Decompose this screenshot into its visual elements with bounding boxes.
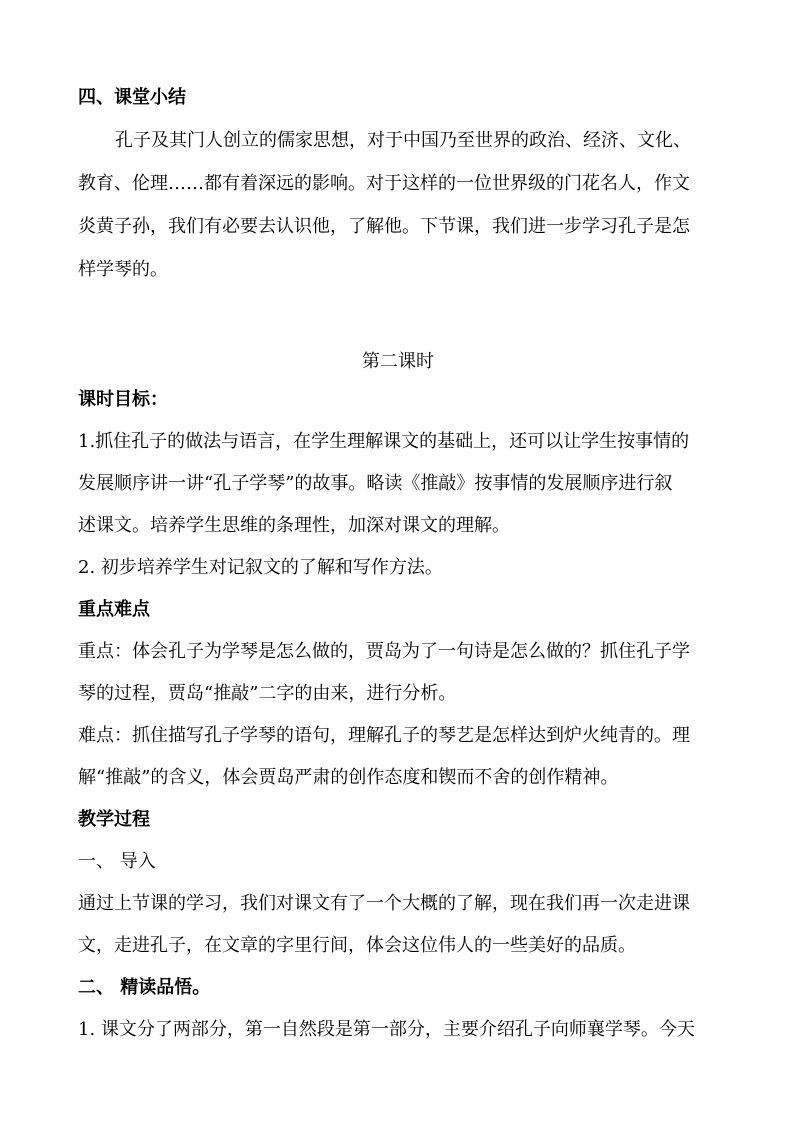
goal-line: 1.抓住孔子的做法与语言，在学生理解课文的基础上，还可以让学生按事情的 xyxy=(78,431,690,452)
difficult-point-line: 解“推敲”的含义，体会贾岛严肃的创作态度和锲而不舍的创作精神。 xyxy=(78,767,619,788)
key-point-line: 重点：体会孔子为学琴是怎么做的，贾岛为了一句诗是怎么做的？抓住孔子学 xyxy=(78,641,690,662)
section-heading-summary: 四、课堂小结 xyxy=(78,87,186,108)
summary-paragraph-line: 孔子及其门人创立的儒家思想，对于中国乃至世界的政治、经济、文化、 xyxy=(115,130,691,151)
document-page xyxy=(78,84,718,1044)
summary-paragraph-line: 教育、伦理……都有着深远的影响。对于这样的一位世界级的门花名人，作文 xyxy=(78,173,690,194)
difficult-point-line: 难点：抓住描写孔子学琴的语句，理解孔子的琴艺是怎样达到炉火纯青的。理 xyxy=(78,725,690,746)
goal-line: 述课文。培养学生思维的条理性，加深对课文的理解。 xyxy=(78,515,510,536)
section-heading-goals: 课时目标： xyxy=(78,389,168,410)
lesson-title: 第二课时 xyxy=(362,351,434,372)
close-reading-line: 1. 课文分了两部分，第一自然段是第一部分，主要介绍孔子向师襄学琴。今天 xyxy=(78,1019,695,1040)
key-point-line: 琴的过程，贾岛“推敲”二字的由来，进行分析。 xyxy=(78,683,457,704)
goal-line: 发展顺序讲一讲“孔子学琴”的故事。略读《推敲》按事情的发展顺序进行叙 xyxy=(78,473,673,494)
step-heading-intro: 一、 导入 xyxy=(78,851,156,872)
intro-line: 通过上节课的学习，我们对课文有了一个大概的了解，现在我们再一次走进课 xyxy=(78,893,690,914)
section-heading-key-points: 重点难点 xyxy=(78,599,150,620)
intro-line: 文，走进孔子，在文章的字里行间，体会这位伟人的一些美好的品质。 xyxy=(78,935,636,956)
summary-paragraph-line: 样学琴的。 xyxy=(78,259,168,280)
step-heading-close-reading: 二、 精读品悟。 xyxy=(78,977,211,998)
section-heading-process: 教学过程 xyxy=(78,809,150,830)
summary-paragraph-line: 炎黄子孙，我们有必要去认识他，了解他。下节课，我们进一步学习孔子是怎 xyxy=(78,216,690,237)
goal-line: 2. 初步培养学生对记叙文的了解和写作方法。 xyxy=(78,557,443,578)
